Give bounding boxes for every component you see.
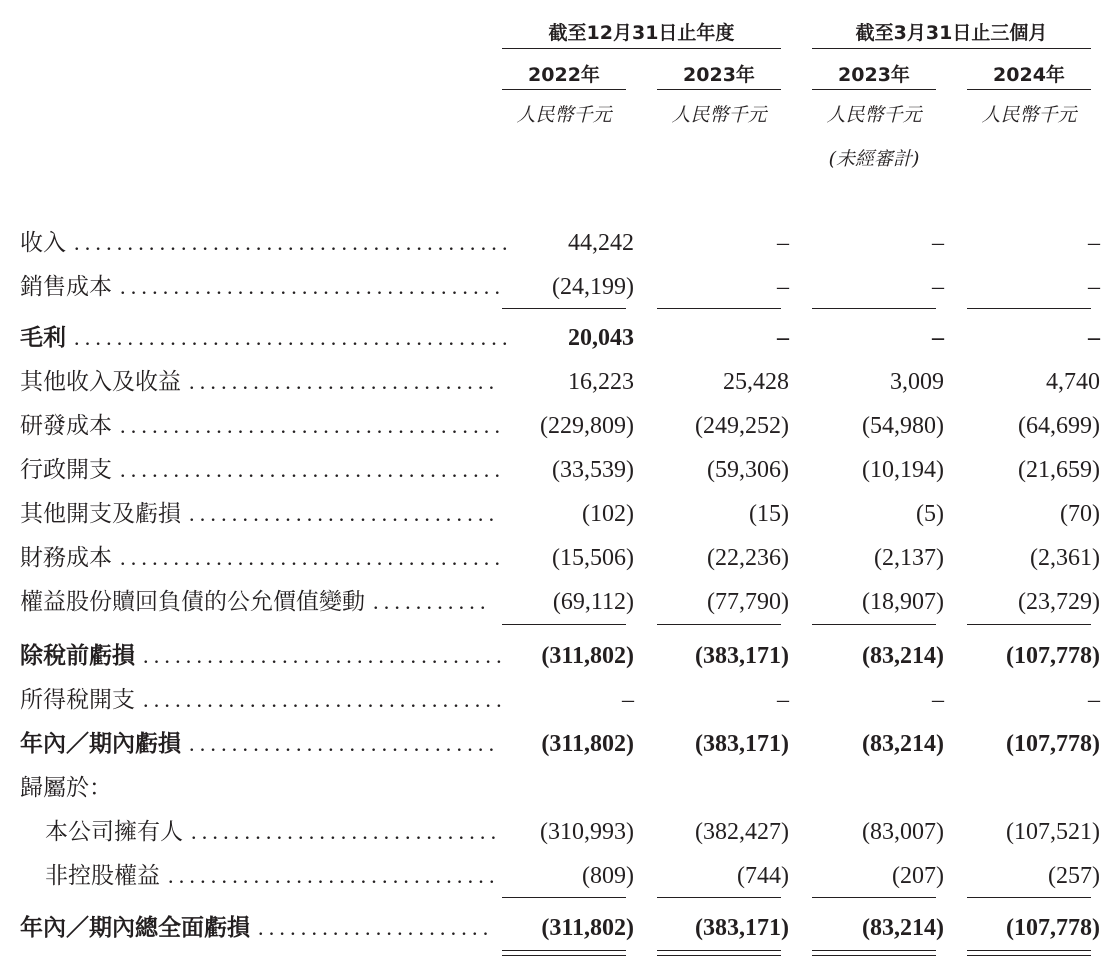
double-rule-c1-a (502, 950, 626, 951)
col3-year: 2023年 (838, 64, 910, 86)
cell-value: – (1088, 230, 1100, 256)
cell-value: (83,214) (862, 915, 944, 941)
cell-value: – (932, 325, 944, 351)
cell-value: (70) (1060, 501, 1100, 527)
cell-value: (107,778) (1006, 643, 1100, 669)
cell-value: 25,428 (723, 369, 789, 395)
cell-value: – (777, 230, 789, 256)
leader-dots: ......................................... (74, 325, 513, 350)
row-label: 本公司擁有人 (45, 819, 183, 845)
table-row (0, 913, 1111, 953)
cell-value: (24,199) (552, 274, 634, 300)
table-row (0, 685, 1111, 725)
cell-value: (69,112) (552, 589, 634, 615)
cell-value: (257) (1048, 863, 1100, 889)
cell-value: 44,242 (568, 230, 634, 256)
rule-under-fair-value-c2 (657, 624, 781, 625)
leader-dots: ............................. (191, 819, 502, 844)
cell-value: – (932, 687, 944, 713)
table-row (0, 228, 1111, 268)
cell-value: (23,729) (1018, 589, 1100, 615)
col2-year: 2023年 (683, 64, 755, 86)
cell-value: (107,778) (1006, 731, 1100, 757)
row-label: 毛利 (20, 325, 66, 351)
cell-value: (33,539) (552, 457, 634, 483)
header-year-group-rule (502, 48, 781, 49)
cell-value: (311,802) (541, 643, 634, 669)
cell-value: (310,993) (540, 819, 634, 845)
cell-value: – (1088, 274, 1100, 300)
cell-value: (22,236) (707, 545, 789, 571)
col4-year: 2024年 (993, 64, 1065, 86)
leader-dots: .................................... (120, 413, 506, 438)
row-label: 歸屬於： (20, 775, 112, 801)
leader-dots: .................................. (143, 687, 507, 712)
row-label: 非控股權益 (45, 863, 160, 889)
cell-value: – (932, 274, 944, 300)
header-quarter-group: 截至3月31日止三個月 (855, 22, 1048, 44)
cell-value: (77,790) (707, 589, 789, 615)
rule-under-cost-of-sales-c3 (812, 308, 936, 309)
row-label: 收入 (20, 230, 66, 256)
rule-under-nci-c1 (502, 897, 626, 898)
rule-under-cost-of-sales-c1 (502, 308, 626, 309)
cell-value: (383,171) (695, 731, 789, 757)
row-label: 權益股份贖回負債的公允價值變動 (20, 589, 365, 615)
col2-unit: 人民幣千元 (671, 104, 767, 126)
row-label: 其他收入及收益 (20, 369, 181, 395)
cell-value: (229,809) (540, 413, 634, 439)
cell-value: (102) (582, 501, 634, 527)
cell-value: 20,043 (568, 325, 634, 351)
rule-under-fair-value-c4 (967, 624, 1091, 625)
cell-value: – (777, 687, 789, 713)
leader-dots: ......................................... (74, 230, 513, 255)
leader-dots: .................................... (120, 545, 506, 570)
rule-under-nci-c4 (967, 897, 1091, 898)
table-row (0, 455, 1111, 495)
table-row (0, 861, 1111, 901)
cell-value: (383,171) (695, 915, 789, 941)
cell-value: (2,137) (874, 545, 944, 571)
table-row (0, 543, 1111, 583)
cell-value: 16,223 (568, 369, 634, 395)
leader-dots: ............................. (189, 501, 500, 526)
double-rule-c3-b (812, 955, 936, 956)
leader-dots: .................................... (120, 274, 506, 299)
cell-value: (83,214) (862, 731, 944, 757)
rule-under-cost-of-sales-c2 (657, 308, 781, 309)
double-rule-c1-b (502, 955, 626, 956)
cell-value: (107,521) (1006, 819, 1100, 845)
cell-value: (107,778) (1006, 915, 1100, 941)
col2-year-rule (657, 89, 781, 90)
cell-value: – (932, 230, 944, 256)
row-label: 研發成本 (20, 413, 112, 439)
col4-year-rule (967, 89, 1091, 90)
double-rule-c3-a (812, 950, 936, 951)
table-row (0, 729, 1111, 769)
rule-under-nci-c2 (657, 897, 781, 898)
row-label: 所得稅開支 (20, 687, 135, 713)
table-row (0, 367, 1111, 407)
table-row (0, 817, 1111, 857)
table-row (0, 773, 1111, 813)
row-label: 行政開支 (20, 457, 112, 483)
row-label: 除稅前虧損 (20, 643, 135, 669)
col1-unit: 人民幣千元 (516, 104, 612, 126)
cell-value: (311,802) (541, 731, 634, 757)
table-row (0, 587, 1111, 627)
cell-value: (54,980) (862, 413, 944, 439)
table-row (0, 272, 1111, 312)
cell-value: (382,427) (695, 819, 789, 845)
cell-value: (744) (737, 863, 789, 889)
leader-dots: ........... (373, 589, 491, 614)
cell-value: (18,907) (862, 589, 944, 615)
cell-value: (15) (749, 501, 789, 527)
row-label: 其他開支及虧損 (20, 501, 181, 527)
rule-under-fair-value-c3 (812, 624, 936, 625)
cell-value: – (777, 274, 789, 300)
rule-under-nci-c3 (812, 897, 936, 898)
table-row (0, 499, 1111, 539)
cell-value: (383,171) (695, 643, 789, 669)
col1-year: 2022年 (528, 64, 600, 86)
col3-unit: 人民幣千元 (826, 104, 922, 126)
col1-year-rule (502, 89, 626, 90)
double-rule-c2-a (657, 950, 781, 951)
cell-value: (59,306) (707, 457, 789, 483)
table-row (0, 323, 1111, 363)
header-quarter-group-rule (812, 48, 1091, 49)
cell-value: 4,740 (1046, 369, 1100, 395)
cell-value: (64,699) (1018, 413, 1100, 439)
leader-dots: .................................... (120, 457, 506, 482)
cell-value: (207) (892, 863, 944, 889)
leader-dots: ...................... (258, 915, 494, 940)
leader-dots: ............................. (189, 731, 500, 756)
col3-note: (未經審計) (828, 148, 920, 170)
cell-value: (83,007) (862, 819, 944, 845)
cell-value: – (777, 325, 789, 351)
header-year-group: 截至12月31日止年度 (548, 22, 735, 44)
double-rule-c4-b (967, 955, 1091, 956)
cell-value: (10,194) (862, 457, 944, 483)
col4-unit: 人民幣千元 (981, 104, 1077, 126)
cell-value: (15,506) (552, 545, 634, 571)
cell-value: (21,659) (1018, 457, 1100, 483)
double-rule-c4-a (967, 950, 1091, 951)
cell-value: (249,252) (695, 413, 789, 439)
table-row (0, 411, 1111, 451)
cell-value: – (622, 687, 634, 713)
cell-value: (83,214) (862, 643, 944, 669)
cell-value: – (1088, 687, 1100, 713)
row-label: 銷售成本 (20, 274, 112, 300)
row-label: 年內／期內虧損 (20, 731, 181, 757)
leader-dots: ............................. (189, 369, 500, 394)
cell-value: (5) (916, 501, 944, 527)
rule-under-fair-value-c1 (502, 624, 626, 625)
table-row (0, 641, 1111, 681)
row-label: 財務成本 (20, 545, 112, 571)
cell-value: (311,802) (541, 915, 634, 941)
cell-value: (809) (582, 863, 634, 889)
double-rule-c2-b (657, 955, 781, 956)
col3-year-rule (812, 89, 936, 90)
leader-dots: ............................... (168, 863, 500, 888)
cell-value: – (1088, 325, 1100, 351)
rule-under-cost-of-sales-c4 (967, 308, 1091, 309)
cell-value: (2,361) (1030, 545, 1100, 571)
leader-dots: .................................. (143, 643, 507, 668)
cell-value: 3,009 (890, 369, 944, 395)
row-label: 年內／期內總全面虧損 (20, 915, 250, 941)
